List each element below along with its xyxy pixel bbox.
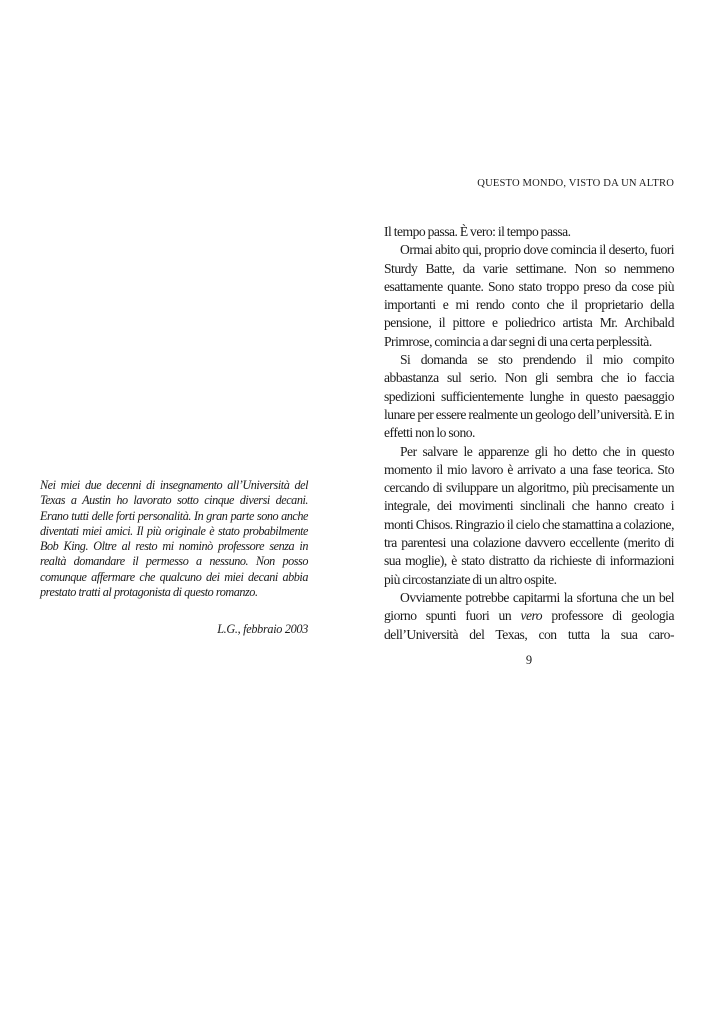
dedication-signature: L.G., febbraio 2003 — [217, 622, 308, 637]
page-number: 9 — [525, 653, 533, 667]
right-page — [384, 178, 674, 644]
paragraph-5 — [384, 589, 674, 644]
paragraph-5-start: Ovviamente potrebbe capitarmi la sfortuna che un bel giorno spunti fuori un — [384, 589, 674, 624]
paragraph-5-emphasis: vero — [520, 608, 543, 624]
left-page — [40, 478, 308, 637]
paragraph-1: Il tempo passa. È vero: il tempo passa. — [384, 224, 571, 239]
paragraph-5-end: professore di geologia dell’Università del Texas, con tutta la sua caro- — [384, 608, 674, 642]
paragraph-4: Per salvare le apparenze gli ho detto che in questo momento il mio lavoro è arrivato a una fase teorica. Sto cercando di sviluppare un algoritmo, più precisamente un integrale, dei movimenti sinclinali che hanno creato i monti Chisos. Ringrazio il cielo che stamattina a colazione, tra parentesi una colazione davvero eccellente (merito di sua moglie), è stato distratto da richieste di informazioni più circostanziate di un altro ospite. — [384, 443, 674, 587]
dedication-text: Nei miei due decenni di insegnamento all’Università del Texas a Austin ho lavorato sotto cinque diversi decani. Erano tutti delle forti personalità. In gran parte sono anche diventati miei amici. Il più originale è stato probabilmente Bob King. Oltre al resto mi nominò professore senza in realtà domandare il permesso a nessuno. Non posso comunque affermare che qualcuno dei miei decani abbia prestato tratti al protagonista di questo romanzo. — [40, 478, 308, 600]
paragraph-3: Si domanda se sto prendendo il mio compito abbastanza sul serio. Non gli sembra che io faccia spedizioni sufficientemente lunghe in questo paesaggio lunare per essere realmente un geologo dell’università. E in effetti non lo sono. — [384, 352, 674, 441]
chapter-body — [384, 223, 674, 644]
running-head: QUESTO MONDO, VISTO DA UN ALTRO — [477, 178, 674, 189]
paragraph-2: Ormai abito qui, proprio dove comincia il deserto, fuori Sturdy Batte, da varie settimane. Non so nemmeno esattamente quante. Sono stato troppo preso da cose più importanti e mi rendo conto che il proprietario della pensione, il pittore e poliedrico artista Mr. Archibald Primrose, comincia a dar segni di una certa perplessità. — [384, 242, 674, 349]
